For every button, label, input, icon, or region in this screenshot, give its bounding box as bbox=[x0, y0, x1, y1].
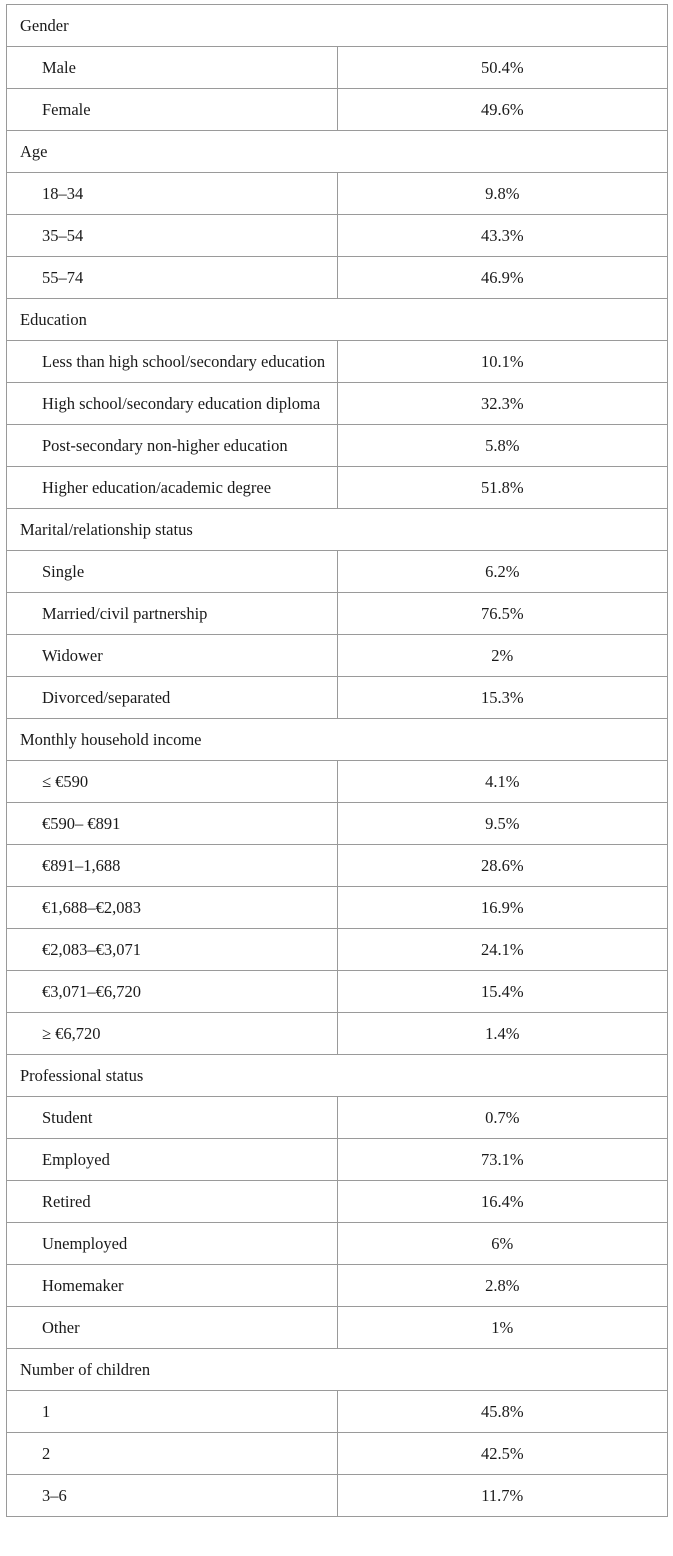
row-label: Student bbox=[7, 1097, 338, 1139]
row-value: 0.7% bbox=[337, 1097, 668, 1139]
row-value: 5.8% bbox=[337, 425, 668, 467]
row-value: 15.4% bbox=[337, 971, 668, 1013]
section-header-row bbox=[7, 1055, 668, 1097]
table-row bbox=[7, 929, 668, 971]
row-label: €2,083–€3,071 bbox=[7, 929, 338, 971]
row-value: 16.4% bbox=[337, 1181, 668, 1223]
section-header-row bbox=[7, 299, 668, 341]
table-row bbox=[7, 1097, 668, 1139]
section-title: Number of children bbox=[7, 1349, 668, 1391]
table-row bbox=[7, 341, 668, 383]
section-title: Education bbox=[7, 299, 668, 341]
row-value: 42.5% bbox=[337, 1433, 668, 1475]
section-header-row bbox=[7, 131, 668, 173]
row-value: 6% bbox=[337, 1223, 668, 1265]
row-label: Retired bbox=[7, 1181, 338, 1223]
row-value: 2.8% bbox=[337, 1265, 668, 1307]
section-title: Marital/relationship status bbox=[7, 509, 668, 551]
row-label: 55–74 bbox=[7, 257, 338, 299]
demographics-table bbox=[6, 4, 668, 1517]
section-header-row bbox=[7, 1349, 668, 1391]
row-label: Less than high school/secondary education bbox=[7, 341, 338, 383]
table-row bbox=[7, 1265, 668, 1307]
table-row bbox=[7, 1181, 668, 1223]
row-label: Female bbox=[7, 89, 338, 131]
table-row bbox=[7, 173, 668, 215]
table-row bbox=[7, 1223, 668, 1265]
row-value: 49.6% bbox=[337, 89, 668, 131]
row-label: ≤ €590 bbox=[7, 761, 338, 803]
table-row bbox=[7, 47, 668, 89]
section-title: Monthly household income bbox=[7, 719, 668, 761]
table-row bbox=[7, 467, 668, 509]
table-row bbox=[7, 1013, 668, 1055]
table-row bbox=[7, 761, 668, 803]
row-value: 1% bbox=[337, 1307, 668, 1349]
row-value: 32.3% bbox=[337, 383, 668, 425]
table-row bbox=[7, 215, 668, 257]
table-row bbox=[7, 1139, 668, 1181]
table-row bbox=[7, 593, 668, 635]
row-label: 3–6 bbox=[7, 1475, 338, 1517]
section-title: Gender bbox=[7, 5, 668, 47]
row-label: Married/civil partnership bbox=[7, 593, 338, 635]
row-label: 18–34 bbox=[7, 173, 338, 215]
table-row bbox=[7, 635, 668, 677]
row-value: 11.7% bbox=[337, 1475, 668, 1517]
row-label: 1 bbox=[7, 1391, 338, 1433]
section-header-row bbox=[7, 5, 668, 47]
row-label: Divorced/separated bbox=[7, 677, 338, 719]
row-label: €3,071–€6,720 bbox=[7, 971, 338, 1013]
table-row bbox=[7, 425, 668, 467]
section-title: Professional status bbox=[7, 1055, 668, 1097]
row-label: €891–1,688 bbox=[7, 845, 338, 887]
row-label: €1,688–€2,083 bbox=[7, 887, 338, 929]
row-value: 16.9% bbox=[337, 887, 668, 929]
row-value: 6.2% bbox=[337, 551, 668, 593]
table-row bbox=[7, 1391, 668, 1433]
section-header-row bbox=[7, 719, 668, 761]
table-body bbox=[7, 5, 668, 1517]
row-value: 2% bbox=[337, 635, 668, 677]
row-label: €590– €891 bbox=[7, 803, 338, 845]
table-row bbox=[7, 803, 668, 845]
row-value: 1.4% bbox=[337, 1013, 668, 1055]
row-value: 46.9% bbox=[337, 257, 668, 299]
row-label: 35–54 bbox=[7, 215, 338, 257]
row-value: 76.5% bbox=[337, 593, 668, 635]
table-row bbox=[7, 677, 668, 719]
row-label: Employed bbox=[7, 1139, 338, 1181]
table-row bbox=[7, 1433, 668, 1475]
table-row bbox=[7, 1307, 668, 1349]
row-label: Post-secondary non-higher education bbox=[7, 425, 338, 467]
row-value: 9.5% bbox=[337, 803, 668, 845]
row-value: 51.8% bbox=[337, 467, 668, 509]
row-value: 15.3% bbox=[337, 677, 668, 719]
row-label: High school/secondary education diploma bbox=[7, 383, 338, 425]
row-value: 73.1% bbox=[337, 1139, 668, 1181]
table-row bbox=[7, 1475, 668, 1517]
row-label: Widower bbox=[7, 635, 338, 677]
table-row bbox=[7, 383, 668, 425]
section-title: Age bbox=[7, 131, 668, 173]
row-label: 2 bbox=[7, 1433, 338, 1475]
row-value: 24.1% bbox=[337, 929, 668, 971]
row-value: 45.8% bbox=[337, 1391, 668, 1433]
table-row bbox=[7, 887, 668, 929]
row-label: Male bbox=[7, 47, 338, 89]
row-value: 4.1% bbox=[337, 761, 668, 803]
row-value: 9.8% bbox=[337, 173, 668, 215]
row-value: 28.6% bbox=[337, 845, 668, 887]
row-value: 10.1% bbox=[337, 341, 668, 383]
table-row bbox=[7, 845, 668, 887]
table-row bbox=[7, 551, 668, 593]
row-label: Other bbox=[7, 1307, 338, 1349]
row-label: Homemaker bbox=[7, 1265, 338, 1307]
row-label: ≥ €6,720 bbox=[7, 1013, 338, 1055]
row-label: Higher education/academic degree bbox=[7, 467, 338, 509]
section-header-row bbox=[7, 509, 668, 551]
table-row bbox=[7, 257, 668, 299]
row-label: Single bbox=[7, 551, 338, 593]
table-row bbox=[7, 89, 668, 131]
row-value: 50.4% bbox=[337, 47, 668, 89]
row-value: 43.3% bbox=[337, 215, 668, 257]
table-row bbox=[7, 971, 668, 1013]
row-label: Unemployed bbox=[7, 1223, 338, 1265]
